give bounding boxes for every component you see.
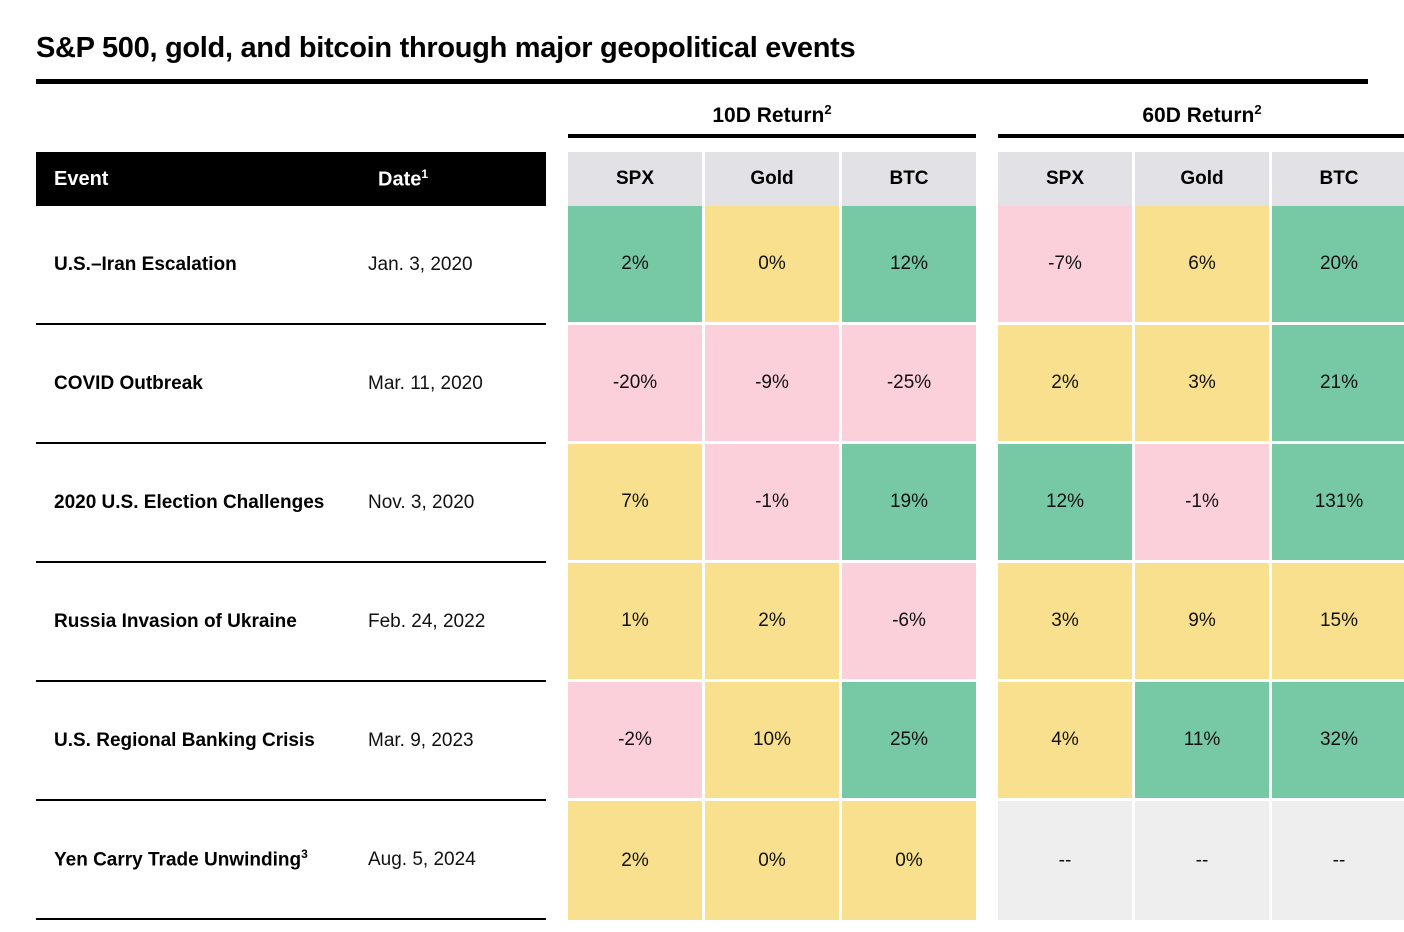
cell-spx-10d: 2% — [568, 206, 705, 325]
table-row-10d — [568, 563, 976, 682]
column-header-spx-10d: SPX — [568, 152, 705, 206]
column-header-gold-60d: Gold — [1135, 152, 1272, 206]
cell-gold-10d: 2% — [705, 563, 842, 682]
table-row — [36, 206, 546, 325]
event-name: U.S. Regional Banking Crisis — [54, 729, 315, 751]
cell-spx-60d: -- — [998, 801, 1135, 920]
cell-spx-10d: -2% — [568, 682, 705, 801]
event-footnote: 3 — [301, 846, 308, 861]
column-header-gold-10d: Gold — [705, 152, 842, 206]
table-row-10d — [568, 801, 976, 920]
cell-spx-60d: 12% — [998, 444, 1135, 563]
event-date: Mar. 9, 2023 — [368, 729, 474, 751]
table-row — [36, 325, 546, 444]
cell-btc-60d: 32% — [1272, 682, 1404, 801]
cell-spx-60d: -7% — [998, 206, 1135, 325]
title-divider — [36, 79, 1368, 84]
event-column-header — [36, 152, 546, 206]
table-row-10d — [568, 682, 976, 801]
column-header-spx-60d: SPX — [998, 152, 1135, 206]
cell-gold-60d: -1% — [1135, 444, 1272, 563]
cell-gold-10d: 0% — [705, 206, 842, 325]
event-date: Aug. 5, 2024 — [368, 848, 476, 870]
column-header-btc-10d: BTC — [842, 152, 976, 206]
cell-spx-60d: 3% — [998, 563, 1135, 682]
cell-gold-60d: 6% — [1135, 206, 1272, 325]
table-row-60d — [998, 444, 1404, 563]
event-name: 2020 U.S. Election Challenges — [54, 491, 325, 513]
data-rows-10d — [568, 206, 976, 920]
event-name: Yen Carry Trade Unwinding$^3$ — [54, 846, 308, 871]
event-name: Russia Invasion of Ukraine — [54, 610, 297, 632]
table-row-60d — [998, 206, 1404, 325]
group-60d-title-text: 60D Return — [1142, 104, 1255, 127]
group-60d-title — [998, 102, 1404, 134]
table-row — [36, 444, 546, 563]
cell-gold-60d: -- — [1135, 801, 1272, 920]
event-date: Nov. 3, 2020 — [368, 491, 475, 513]
group-10d-divider — [568, 134, 976, 138]
event-rows — [36, 206, 546, 920]
table-row-10d — [568, 444, 976, 563]
data-rows-60d — [998, 206, 1404, 920]
cell-spx-60d: 2% — [998, 325, 1135, 444]
cell-btc-10d: 0% — [842, 801, 976, 920]
table-row-60d — [998, 563, 1404, 682]
cell-btc-10d: -25% — [842, 325, 976, 444]
group-60d-return — [998, 102, 1404, 920]
event-date: Feb. 24, 2022 — [368, 610, 486, 632]
cell-spx-10d: -20% — [568, 325, 705, 444]
date-header-text: Date — [378, 168, 422, 191]
event-date: Jan. 3, 2020 — [368, 253, 473, 275]
table-row-10d — [568, 206, 976, 325]
table-row — [36, 801, 546, 920]
table-row — [36, 563, 546, 682]
cell-gold-10d: -1% — [705, 444, 842, 563]
cell-btc-60d: 21% — [1272, 325, 1404, 444]
event-date: Mar. 11, 2020 — [368, 372, 483, 394]
table-row-60d — [998, 801, 1404, 920]
date-header-label — [378, 167, 528, 192]
cell-gold-10d: 10% — [705, 682, 842, 801]
group-60d-footnote: 2 — [1254, 102, 1262, 117]
cell-btc-10d: -6% — [842, 563, 976, 682]
date-header-footnote: 1 — [421, 166, 429, 181]
cell-gold-60d: 3% — [1135, 325, 1272, 444]
group-10d-header — [568, 102, 976, 152]
event-name: COVID Outbreak — [54, 372, 203, 394]
cell-btc-60d: 131% — [1272, 444, 1404, 563]
group-10d-return — [568, 102, 976, 920]
event-name: U.S.–Iran Escalation — [54, 253, 237, 275]
cell-btc-60d: 20% — [1272, 206, 1404, 325]
events-table — [36, 102, 1368, 920]
group-10d-subheader — [568, 152, 976, 206]
cell-spx-10d: 1% — [568, 563, 705, 682]
cell-spx-10d: 7% — [568, 444, 705, 563]
left-header-spacer — [36, 102, 546, 152]
page-title: S&P 500, gold, and bitcoin through major geopolitical events — [36, 32, 856, 64]
group-10d-title-text: 10D Return — [712, 104, 825, 127]
cell-gold-60d: 9% — [1135, 563, 1272, 682]
column-header-btc-60d: BTC — [1272, 152, 1404, 206]
cell-gold-10d: 0% — [705, 801, 842, 920]
table-row-60d — [998, 325, 1404, 444]
cell-spx-60d: 4% — [998, 682, 1135, 801]
cell-btc-10d: 19% — [842, 444, 976, 563]
cell-btc-60d: -- — [1272, 801, 1404, 920]
cell-btc-10d: 25% — [842, 682, 976, 801]
event-column — [36, 102, 546, 920]
cell-gold-60d: 11% — [1135, 682, 1272, 801]
group-60d-divider — [998, 134, 1404, 138]
group-10d-title — [568, 102, 976, 134]
cell-btc-10d: 12% — [842, 206, 976, 325]
table-row-60d — [998, 682, 1404, 801]
cell-gold-10d: -9% — [705, 325, 842, 444]
cell-btc-60d: 15% — [1272, 563, 1404, 682]
group-60d-header — [998, 102, 1404, 152]
group-10d-footnote: 2 — [824, 102, 832, 117]
cell-spx-10d: 2% — [568, 801, 705, 920]
table-row — [36, 682, 546, 801]
group-60d-subheader — [998, 152, 1404, 206]
table-row-10d — [568, 325, 976, 444]
event-header-label: Event — [54, 167, 109, 190]
